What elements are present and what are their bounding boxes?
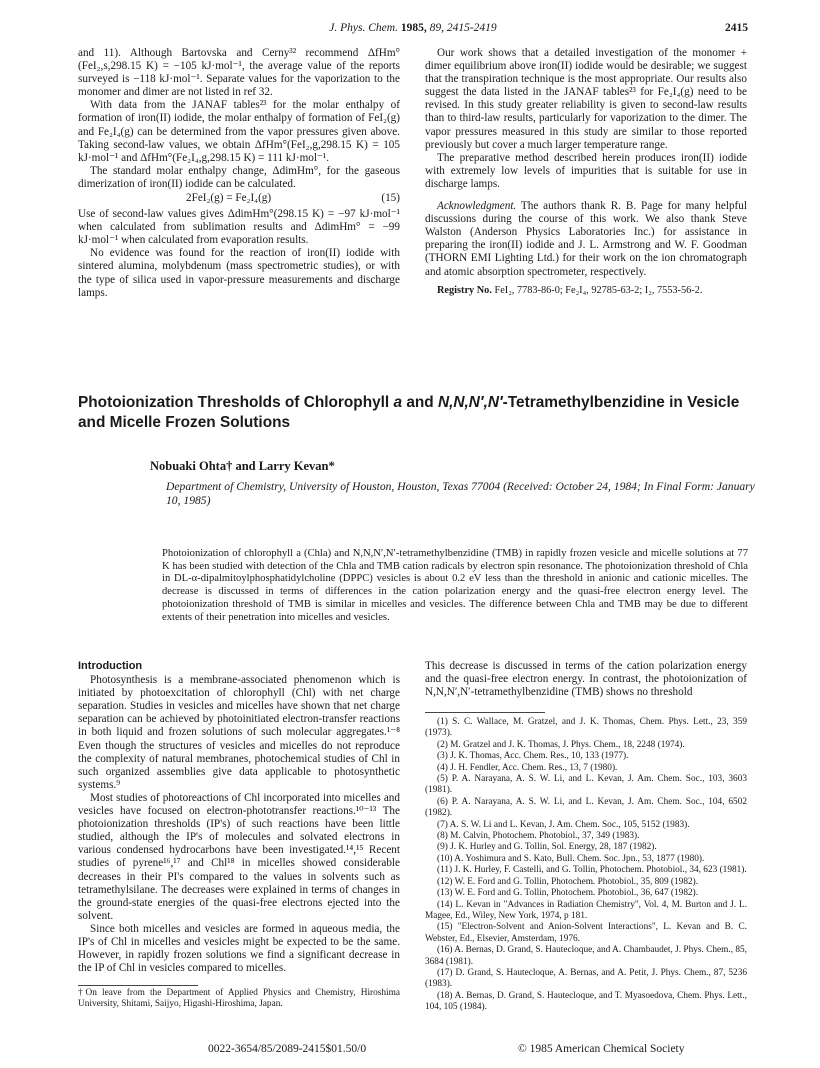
paragraph: With data from the JANAF tables²³ for the molar enthalpy of formation of iron(II) iodide, the molar enthalpy of formation of FeI₂(g) and Fe₂I₄(g) can be determined from the vapor pressures given above. Taking second-law values, we obtain ΔfHm°(FeI₂,g,298.15 K) = 105 kJ·mol⁻¹ and ΔfHm°(Fe₂I₄,g,298.15 K) = 111 kJ·mol⁻¹. (78, 99, 400, 164)
reference-item: (3) J. K. Thomas, Acc. Chem. Res., 10, 133 (1977). (437, 751, 629, 762)
reference-item: (15) "Electron-Solvent and Anion-Solvent Interactions", L. Kevan and B. C. Webster, Ed., Elsevier, Amsterdam, 1976. (425, 922, 747, 944)
reference-item: (8) M. Calvin, Photochem. Photobiol., 37, 349 (1983). (437, 831, 640, 842)
paragraph: Use of second-law values gives ΔdimHm°(298.15 K) = −97 kJ·mol⁻¹ when calculated from sublimation results and ΔdimHm° = −99 kJ·mol⁻¹ when calculated from evaporation results. (78, 208, 400, 247)
references-divider (425, 712, 545, 713)
equation-number: (15) (381, 192, 400, 205)
introduction-right-column (425, 660, 747, 699)
paragraph: This decrease is discussed in terms of the cation polarization energy and the quasi-free electron energy. In contrast, the photoionization of N,N,N′,N′-tetramethylbenzidine (TMB) shows no threshold (425, 660, 747, 699)
reference-item: (1) S. C. Wallace, M. Gratzel, and J. K. Thomas, Chem. Phys. Lett., 23, 359 (1973). (425, 717, 747, 739)
page-number: 2415 (725, 22, 748, 34)
paragraph: and 11). Although Bartovska and Cerny³² recommend ΔfHm°(FeI₂,s,298.15 K) = −105 kJ·mol⁻¹, the average value of the reports surveyed is −118 kJ·mol⁻¹. Separate values for the vaporization to the monomer and dimer are not listed in ref 32. (78, 47, 400, 99)
author-footnote: †On leave from the Department of Applied Physics and Chemistry, Hiroshima University, Shitami, Saijyo, Higashi-Hiroshima, Japan. (78, 988, 400, 1010)
reference-item: (18) A. Bernas, D. Grand, S. Hautecloque, and T. Myasoedova, Chem. Phys. Lett., 104, 105 (1984). (425, 990, 747, 1013)
reference-item: (14) L. Kevan in "Advances in Radiation Chemistry", Vol. 4, M. Burton and J. L. Magee, Ed., Wiley, New York, 1974, p 181. (425, 899, 747, 921)
article-code: 0022-3654/85/2089-2415$01.50/0 (208, 1043, 367, 1055)
copyright: © 1985 American Chemical Society (518, 1043, 685, 1055)
running-header (78, 22, 748, 38)
reference-item: (11) J. K. Hurley, F. Castelli, and G. Tollin, Photochem. Photobiol., 34, 623 (1981). (437, 865, 747, 876)
paragraph: No evidence was found for the reaction of iron(II) iodide with sintered alumina, molybdenum (mass spectrometric studies), or with the type of silica used in vapor-pressure measurements and discharge lamps. (78, 247, 400, 299)
previous-article-left-column (78, 47, 400, 300)
references-list (425, 717, 747, 1014)
section-heading: Introduction (78, 660, 143, 672)
reference-item: (12) W. E. Ford and G. Tollin, Photochem. Photobiol., 35, 809 (1982). (437, 876, 699, 887)
footnote-divider (78, 985, 198, 986)
article-authors: Nobuaki Ohta† and Larry Kevan* (150, 459, 335, 473)
reference-item: (5) P. A. Narayana, A. S. W. Li, and L. Kevan, J. Am. Chem. Soc., 103, 3603 (1981). (425, 774, 747, 796)
reference-item: (10) A. Yoshimura and S. Kato, Bull. Chem. Soc. Jpn., 53, 1877 (1980). (437, 853, 705, 864)
reference-item: (4) J. H. Fendler, Acc. Chem. Res., 13, 7 (1980). (437, 762, 618, 773)
paragraph: Most studies of photoreactions of Chl incorporated into micelles and vesicles have focused on electron-phototransfer reactions.¹⁰⁻¹³ The photoionization thresholds (IP's) of such reactions have been little studied, although the IP's of molecules and solvated electrons in various condensed hydrocarbons have been investigated.¹⁴,¹⁵ Recent studies of pyrene¹⁶,¹⁷ and Chl¹⁸ in micelles showed considerable decreases in their PI's compared to the values in solvents such as tetramethylsilane. The decreases were explained in terms of changes in the ground-state energies of the quasi-free electrons ejected into the solvent. (78, 791, 400, 922)
article-abstract: Photoionization of chlorophyll a (Chla) and N,N,N′,N′-tetramethylbenzidine (TMB) in rapidly frozen vesicle and micelle solutions at 77 K has been studied with detection of the Chla and TMB cation radicals by electron spin resonance. The photoionization threshold of Chla in DL-α-dipalmitoylphosphatidylcholine (DPPC) vesicles is about 0.2 eV less than the threshold in anionic and cationic micelles. The decrease is discussed in terms of differences in the cation polarization energy and the quasi-free electron energy level. The photoionization threshold of TMB is similar in micelles and vesicles. The difference between Chla and TMB may be due to different extents of their penetration into micelles and vesicles. (162, 548, 748, 623)
reference-item: (17) D. Grand, S. Hautecloque, A. Bernas, and A. Petit, J. Phys. Chem., 87, 5236 (1983). (425, 967, 747, 990)
paragraph: The standard molar enthalpy change, ΔdimHm°, for the gaseous dimerization of iron(II) iodide can be calculated. (78, 164, 400, 190)
reference-item: (6) P. A. Narayana, A. S. W. Li, and L. Kevan, J. Am. Chem. Soc., 104, 6502 (1982). (425, 796, 747, 819)
paragraph: The preparative method described herein produces iron(II) iodide with extremely low levels of impurities that is suitable for use in discharge lamps. (425, 151, 747, 190)
reference-item: (9) J. K. Hurley and G. Tollin, Sol. Energy, 28, 187 (1982). (437, 842, 657, 853)
introduction-left-column (78, 660, 400, 975)
reference-item: (13) W. E. Ford and G. Tollin, Photochem. Photobiol., 36, 647 (1982). (437, 888, 699, 899)
previous-article-right-column (425, 47, 747, 297)
reference-item: (2) M. Gratzel and J. K. Thomas, J. Phys. Chem., 18, 2248 (1974). (437, 739, 685, 750)
paragraph: Our work shows that a detailed investigation of the monomer + dimer equilibrium above iron(II) iodide would be desirable; we suggest that the transpiration technique is the most appropriate. Our results also suggest the data listed in the JANAF tables²³ for Fe₂I₄(g) need to be revised. In this study greater reliability is given to second-law results than to third-law results, particularly for vaporization to the dimer. The vapor pressures measured in this study are similar to those reported previously but cover a much larger temperature range. (425, 47, 747, 151)
acknowledgment: Acknowledgment. The authors thank R. B. Page for many helpful discussions during the course of this work. We also thank Steve Walston (Anderson Physics Laboratories Inc.) for assistance in preparing the iron(II) iodide and J. L. Armstrong and W. F. Goodman (THORN EMI Lighting Ltd.) for their work on the ion chromatograph and atomic absorption spectrometer, respectively. (425, 200, 747, 278)
paragraph: Photosynthesis is a membrane-associated phenomenon which is initiated by photoexcitation of chlorophyll (Chl) with net charge separation. Studies in vesicles and micelles have shown that net charge separation can be achieved by photoinitiated electron-transfer reactions in both liquid and frozen solutions of such molecular aggregates.¹⁻⁸ Even though the structures of vesicles and micelles do not reproduce the complexity of natural membranes, photochemical studies of Chl in such organized assemblies give data applicable to photosynthetic systems.⁹ (78, 674, 400, 791)
reference-item: (16) A. Bernas, D. Grand, S. Hautecloque, and A. Chambaudet, J. Phys. Chem., 85, 3684 (1981). (425, 945, 747, 967)
equation-expression: 2FeI₂(g) = Fe₂I₄(g) (186, 192, 272, 205)
equation-15 (78, 192, 400, 207)
paragraph: Since both micelles and vesicles are formed in aqueous media, the IP's of Chl in micelles and vesicles might be expected to be the same. However, in rapidly frozen solutions we find a significant decrease in the IP of Chl in vesicles compared to micelles. (78, 922, 400, 975)
article-title: Photoionization Thresholds of Chlorophyll a and N,N,N′,N′-Tetramethylbenzidine in Vesicle and Micelle Frozen Solutions (78, 394, 740, 431)
article-affiliation: Department of Chemistry, University of Houston, Houston, Texas 77004 (Received: October 24, 1984; In Final Form: January 10, 1985) (166, 480, 755, 507)
journal-citation: J. Phys. Chem. 1985, 89, 2415-2419 (329, 22, 497, 34)
registry-numbers: Registry No. FeI₂, 7783-86-0; Fe₂I₄, 92785-63-2; I₂, 7553-56-2. (437, 284, 703, 296)
reference-item: (7) A. S. W. Li and L. Kevan, J. Am. Chem. Soc., 105, 5152 (1983). (437, 819, 690, 830)
